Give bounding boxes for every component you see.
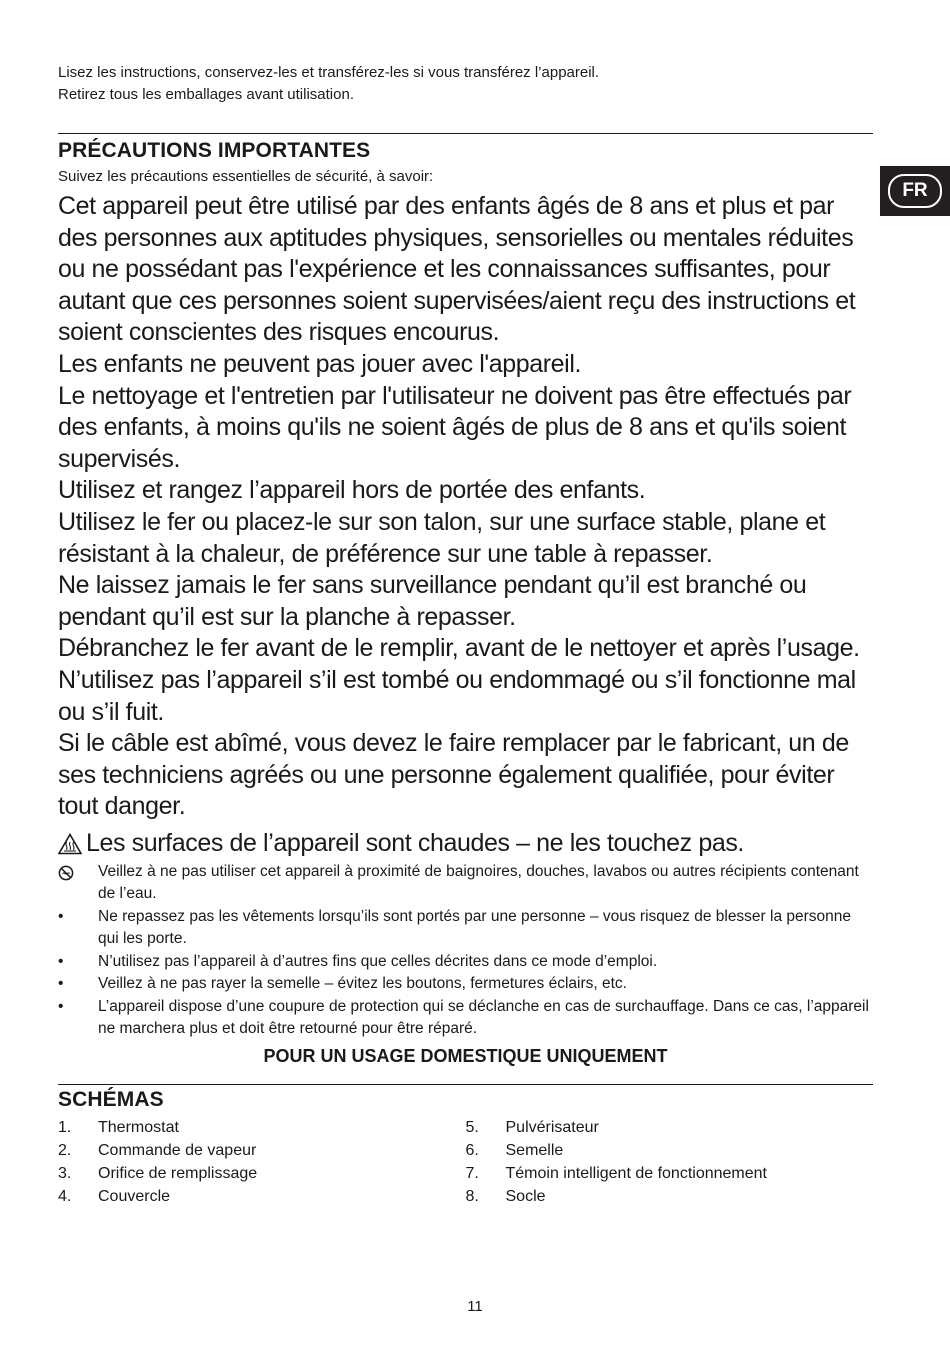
part-label: Témoin intelligent de fonctionnement — [505, 1164, 767, 1182]
no-water-icon — [58, 865, 74, 881]
list-item — [58, 906, 873, 951]
list-item-text: L’appareil dispose d’une coupure de protection qui se déclanche en cas de surchauffage. Dans ce cas, l’appareil ne marchera plus et doit être retourné pour être réparé. — [98, 997, 869, 1038]
part-number: 6. — [465, 1141, 479, 1159]
list-item — [58, 996, 873, 1041]
part-number: 3. — [58, 1164, 72, 1182]
domestic-use-notice: POUR UN USAGE DOMESTIQUE UNIQUEMENT — [263, 1045, 668, 1066]
bullet-icon: • — [58, 997, 64, 1015]
safety-paragraph: Débranchez le fer avant de le remplir, avant de le nettoyer et après l’usage. — [58, 634, 860, 663]
intro-line: Lisez les instructions, conservez-les et transférez-les si vous transférez l’appareil. — [58, 64, 600, 81]
list-item-text: Veillez à ne pas rayer la semelle – évitez les boutons, fermetures éclairs, etc. — [98, 975, 627, 993]
list-item — [58, 861, 873, 906]
bullet-icon: • — [58, 975, 64, 993]
safety-paragraph: Si le câble est abîmé, vous devez le faire remplacer par le fabricant, un de ses techniciens agréés ou une personne également qualifiée, pour éviter tout danger. — [58, 729, 849, 821]
safety-paragraph: N’utilisez pas l’appareil s’il est tombé ou endommagé ou s’il fonctionne mal ou s’il fuit. — [58, 665, 856, 726]
precaution-list — [58, 861, 873, 1041]
part-item — [58, 1185, 466, 1208]
safety-paragraph: Ne laissez jamais le fer sans surveillance pendant qu’il est branché ou pendant qu’il est sur la planche à repasser. — [58, 571, 807, 631]
part-item — [466, 1185, 874, 1208]
section-title-precautions: PRÉCAUTIONS IMPORTANTES — [58, 139, 371, 162]
part-number: 1. — [58, 1118, 72, 1136]
document-page — [58, 62, 873, 1208]
part-number: 2. — [58, 1141, 72, 1159]
bullet-icon: • — [58, 952, 64, 970]
part-item — [466, 1116, 874, 1139]
language-tab — [880, 166, 950, 216]
part-label: Pulvérisateur — [505, 1118, 599, 1136]
section-divider — [58, 1084, 873, 1085]
part-item — [58, 1116, 466, 1139]
parts-column-right — [466, 1116, 874, 1208]
part-label: Semelle — [505, 1141, 564, 1159]
intro-line: Retirez tous les emballages avant utilisation. — [58, 86, 354, 103]
section-title-schemas: SCHÉMAS — [58, 1087, 164, 1111]
part-label: Couvercle — [98, 1187, 171, 1205]
part-label: Commande de vapeur — [98, 1141, 257, 1159]
bullet-icon: • — [58, 907, 64, 925]
hot-surface-warning-icon — [58, 833, 82, 855]
list-item-text: N’utilisez pas l’appareil à d’autres fins que celles décrites dans ce mode d’emploi. — [98, 952, 658, 970]
safety-paragraphs — [58, 191, 873, 823]
parts-column-left — [58, 1116, 466, 1208]
part-number: 7. — [465, 1164, 479, 1182]
part-number: 4. — [58, 1187, 72, 1205]
list-item — [58, 973, 873, 996]
safety-paragraph: Utilisez et rangez l’appareil hors de portée des enfants. — [58, 476, 646, 505]
section-divider — [58, 133, 873, 134]
intro-text — [58, 62, 873, 106]
part-label: Socle — [505, 1187, 546, 1205]
page-number: 11 — [467, 1298, 483, 1315]
list-item-text: Veillez à ne pas utiliser cet appareil à proximité de baignoires, douches, lavabos ou autres récipients contenant de l’eau. — [98, 862, 859, 903]
safety-paragraph: Les enfants ne peuvent pas jouer avec l'appareil. — [58, 349, 582, 378]
part-item — [466, 1139, 874, 1162]
safety-paragraph: Cet appareil peut être utilisé par des enfants âgés de 8 ans et plus et par des personnes aux aptitudes physiques, sensorielles ou mentales réduites ou ne possédant pas l'expérience et les connaissances suffisantes, pour autant que ces personnes soient supervisées/aient reçu des instructions et soient conscientes des risques encourus. — [58, 192, 856, 347]
part-item — [466, 1162, 874, 1185]
hot-surface-warning-text: Les surfaces de l’appareil sont chaudes – ne les touchez pas. — [86, 828, 744, 857]
list-item-text: Ne repassez pas les vêtements lorsqu’ils sont portés par une personne – vous risquez de blesser la personne qui les porte. — [98, 907, 852, 948]
part-number: 8. — [465, 1187, 479, 1205]
language-tab-label: FR — [888, 174, 942, 208]
section-subtitle: Suivez les précautions essentielles de sécurité, à savoir: — [58, 168, 434, 185]
part-label: Thermostat — [98, 1118, 179, 1136]
hot-surface-warning — [58, 827, 873, 859]
part-label: Orifice de remplissage — [98, 1164, 258, 1182]
part-number: 5. — [465, 1118, 479, 1136]
parts-list — [58, 1116, 873, 1208]
safety-paragraph: Utilisez le fer ou placez-le sur son talon, sur une surface stable, plane et résistant à la chaleur, de préférence sur une table à repasser. — [58, 507, 826, 568]
part-item — [58, 1162, 466, 1185]
list-item — [58, 951, 873, 974]
safety-paragraph: Le nettoyage et l'entretien par l'utilisateur ne doivent pas être effectués par des enfants, à moins qu'ils ne soient âgés de plus de 8 ans et qu'ils soient supervisés. — [58, 381, 852, 473]
part-item — [58, 1139, 466, 1162]
